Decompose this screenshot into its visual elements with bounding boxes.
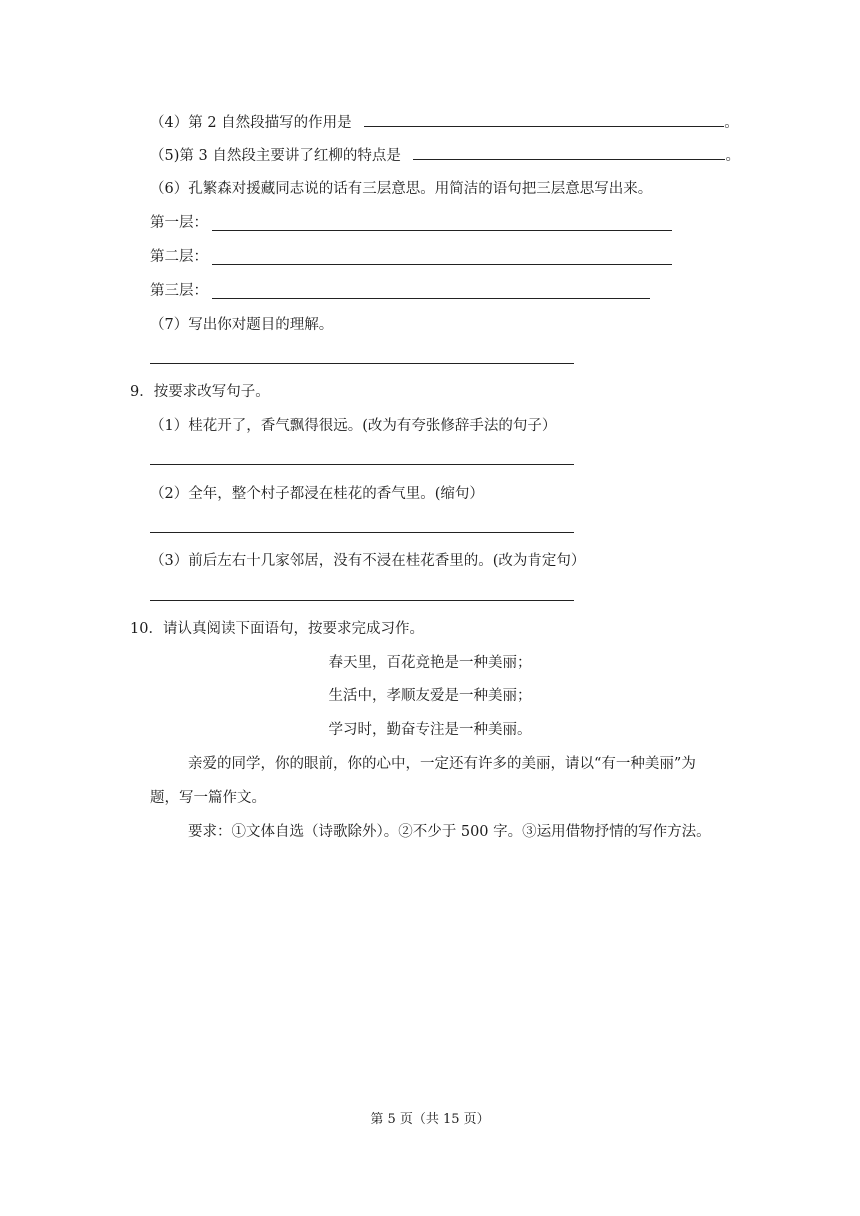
q8-item7: （7）写出你对题目的理解。: [150, 317, 334, 333]
layer-2-label: 第二层：: [150, 249, 208, 265]
layer-1-blank[interactable]: [212, 230, 672, 231]
layer-3-label: 第三层：: [150, 283, 208, 299]
q8-item4-label: （4）第 2 自然段描写的作用是: [150, 115, 352, 131]
poem-line-2: 生活中，孝顺友爱是一种美丽；: [328, 688, 532, 704]
poem-line-1: 春天里，百花竞艳是一种美丽；: [328, 655, 532, 671]
poem-line-3: 学习时，勤奋专注是一种美丽。: [328, 722, 532, 738]
q10-paragraph-line1: 亲爱的同学，你的眼前，你的心中，一定还有许多的美丽，请以“有一种美丽”为: [188, 756, 696, 772]
layer-1-label: 第一层：: [150, 215, 208, 231]
q8-item5: [150, 145, 740, 166]
q9-item1: （1）桂花开了，香气飘得很远。(改为有夸张修辞手法的句子）: [150, 418, 557, 434]
q8-item5-end: 。: [725, 148, 740, 164]
q8-item4: [150, 112, 739, 133]
answer-blank-4[interactable]: [364, 112, 724, 127]
q10-paragraph-line2: 题，写一篇作文。: [150, 790, 266, 806]
q9-item1-answer-line[interactable]: [150, 464, 574, 465]
q9-item3-answer-line[interactable]: [150, 600, 574, 601]
q9-item2-answer-line[interactable]: [150, 532, 574, 533]
layer-2-blank[interactable]: [212, 264, 672, 265]
q10-requirements: 要求：①文体自选（诗歌除外）。②不少于 500 字。③运用借物抒情的写作方法。: [188, 824, 711, 840]
q9-item2: （2）全年，整个村子都浸在桂花的香气里。(缩句）: [150, 486, 484, 502]
q9-item3: （3）前后左右十几家邻居，没有不浸在桂花香里的。(改为肯定句）: [150, 553, 586, 569]
q8-item7-answer-line[interactable]: [150, 363, 574, 364]
page-footer: 第 5 页（共 15 页）: [370, 1112, 490, 1127]
q8-item6: （6）孔繁森对援藏同志说的话有三层意思。用简洁的语句把三层意思写出来。: [150, 181, 653, 197]
answer-blank-5[interactable]: [413, 145, 725, 160]
q8-item5-label: （5)第 3 自然段主要讲了红柳的特点是: [150, 148, 401, 164]
layer-3-blank[interactable]: [212, 298, 650, 299]
q10-title: 10．请认真阅读下面语句，按要求完成习作。: [130, 621, 424, 637]
q9-title: 9．按要求改写句子。: [130, 384, 270, 400]
q8-item4-end: 。: [724, 115, 739, 131]
